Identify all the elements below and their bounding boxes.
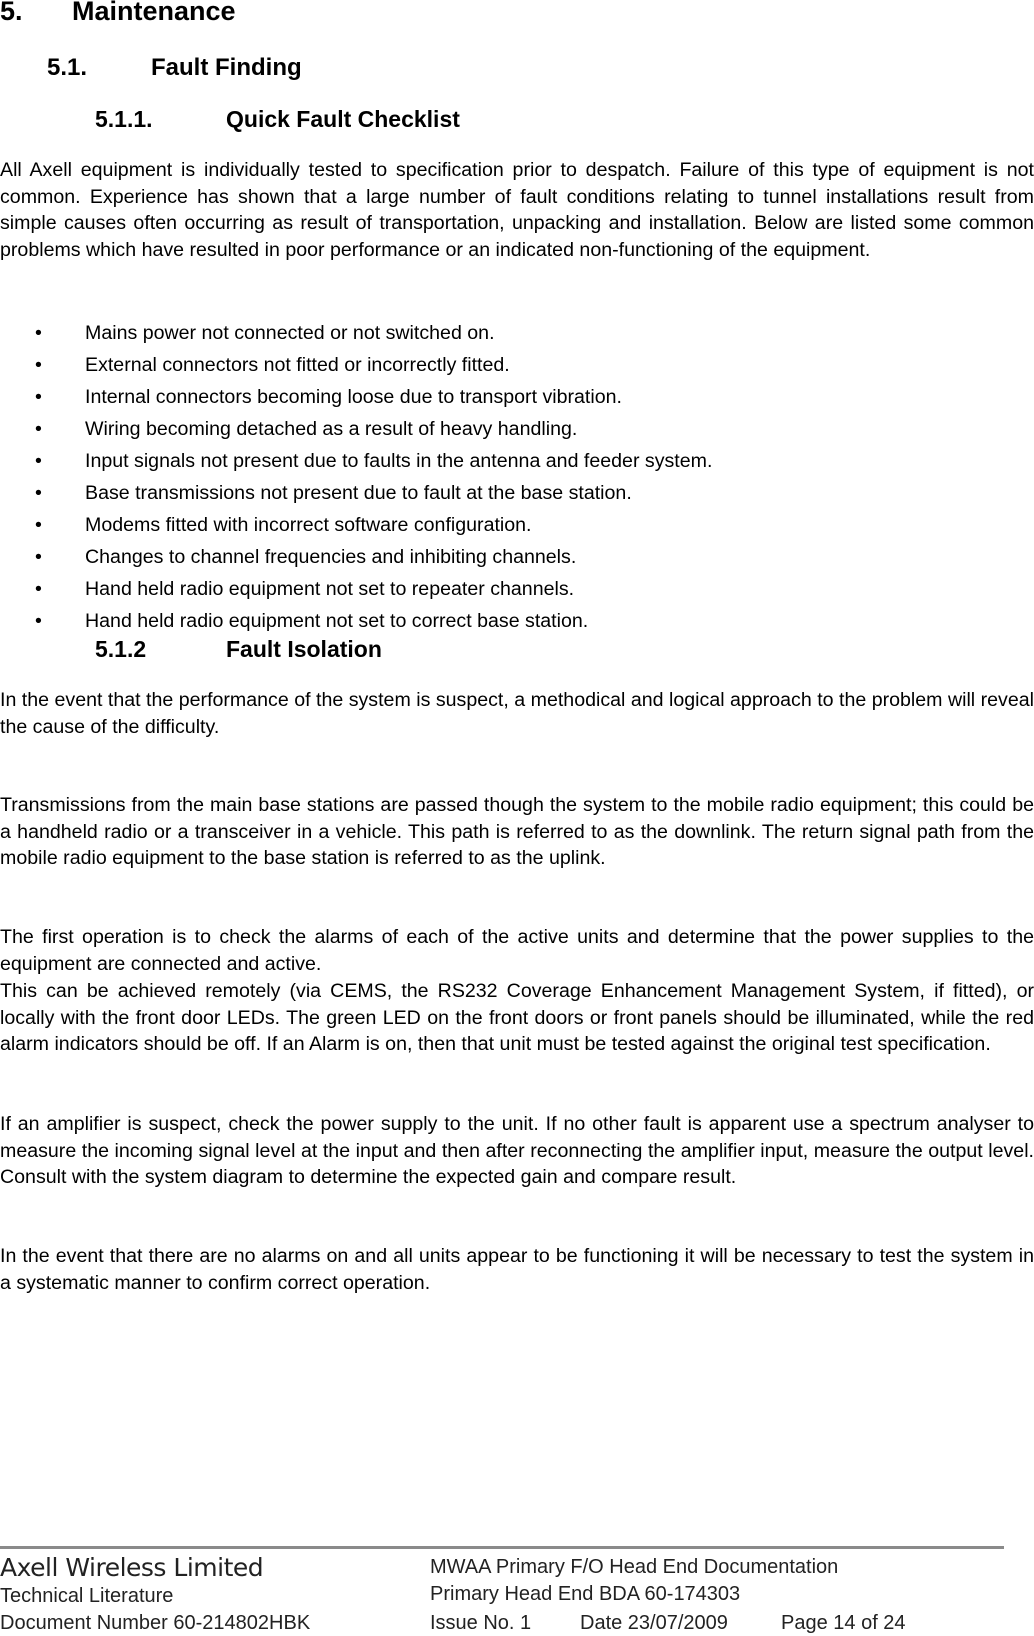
list-item: • Hand held radio equipment not set to repeater channels. <box>35 578 575 600</box>
subsection-heading <box>47 54 302 82</box>
section-number: 5. <box>0 0 23 26</box>
checklist-intro: All Axell equipment is individually tested to specification prior to despatch. Failure of this type of equipment is not common. Experience has shown that a large number of fault conditions relating to tunnel installations result from simple causes often occurring as result of transportation, unpacking and installation. Below are listed some common problems which have resulted in poor performance or an indicated non-functioning of the equipment. <box>0 159 1034 261</box>
checklist-title: Quick Fault Checklist <box>226 106 460 132</box>
subsection-number: 5.1. <box>47 54 88 81</box>
list-item: • Changes to channel frequencies and inhibiting channels. <box>35 546 577 568</box>
list-item: • Base transmissions not present due to fault at the base station. <box>35 482 632 504</box>
bullet-icon: • <box>35 578 42 600</box>
isolation-heading <box>95 636 382 663</box>
bullet-icon: • <box>35 418 42 440</box>
fault-checklist <box>0 320 712 640</box>
footer-divider <box>0 1546 1004 1549</box>
isolation-paragraph: The first operation is to check the alarms of each of the active units and determine that the power supplies to the equipment are connected and active. <box>0 926 1034 975</box>
footer-doc-subtitle: Primary Head End BDA 60-174303 <box>430 1583 741 1605</box>
list-item: • Internal connectors becoming loose due to transport vibration. <box>35 386 622 408</box>
list-item: • External connectors not fitted or incorrectly fitted. <box>35 354 510 376</box>
bullet-icon: • <box>35 514 42 536</box>
bullet-icon: • <box>35 450 42 472</box>
subsection-title: Fault Finding <box>151 54 302 81</box>
list-item: • Wiring becoming detached as a result of heavy handling. <box>35 418 578 440</box>
footer-date: Date 23/07/2009 <box>580 1612 728 1634</box>
list-item: • Mains power not connected or not switched on. <box>35 322 495 344</box>
isolation-number: 5.1.2 <box>95 636 147 662</box>
footer-document-number: Document Number 60-214802HBK <box>0 1612 311 1634</box>
isolation-paragraph: In the event that there are no alarms on and all units appear to be functioning it will be necessary to test the system in a systematic manner to confirm correct operation. <box>0 1245 1034 1294</box>
footer-page-number: Page 14 of 24 <box>781 1612 906 1634</box>
section-heading <box>0 0 236 27</box>
footer-company: Axell Wireless Limited <box>0 1553 264 1582</box>
isolation-paragraph: In the event that the performance of the system is suspect, a methodical and logical approach to the problem will reveal the cause of the difficulty. <box>0 689 1034 738</box>
footer-issue: Issue No. 1 <box>430 1612 532 1634</box>
isolation-paragraph: Transmissions from the main base stations are passed though the system to the mobile radio equipment; this could be a handheld radio or a transceiver in a vehicle. This path is referred to as the downlink. The return signal path from the mobile radio equipment to the base station is referred to as the uplink. <box>0 794 1034 869</box>
checklist-heading <box>95 106 460 133</box>
bullet-icon: • <box>35 322 42 344</box>
list-item: • Hand held radio equipment not set to correct base station. <box>35 610 589 632</box>
bullet-icon: • <box>35 610 42 632</box>
list-item: • Input signals not present due to faults in the antenna and feeder system. <box>35 450 713 472</box>
isolation-paragraph: If an amplifier is suspect, check the power supply to the unit. If no other fault is apparent use a spectrum analyser to measure the incoming signal level at the input and then after reconnecting the amplifier input, measure the output level. Consult with the system diagram to determine the expected gain and compare result. <box>0 1113 1034 1188</box>
footer-doc-title: MWAA Primary F/O Head End Documentation <box>430 1556 839 1578</box>
bullet-icon: • <box>35 482 42 504</box>
isolation-paragraph: This can be achieved remotely (via CEMS, the RS232 Coverage Enhancement Management System, if fitted), or locally with the front door LEDs. The green LED on the front doors or front panels should be illuminated, while the red alarm indicators should be off. If an Alarm is on, then that unit must be tested against the original test specification. <box>0 980 1034 1055</box>
footer-department: Technical Literature <box>0 1585 174 1607</box>
bullet-icon: • <box>35 354 42 376</box>
bullet-icon: • <box>35 386 42 408</box>
section-title: Maintenance <box>72 0 236 26</box>
isolation-title: Fault Isolation <box>226 636 382 662</box>
checklist-number: 5.1.1. <box>95 106 153 132</box>
list-item: • Modems fitted with incorrect software configuration. <box>35 514 532 536</box>
bullet-icon: • <box>35 546 42 568</box>
